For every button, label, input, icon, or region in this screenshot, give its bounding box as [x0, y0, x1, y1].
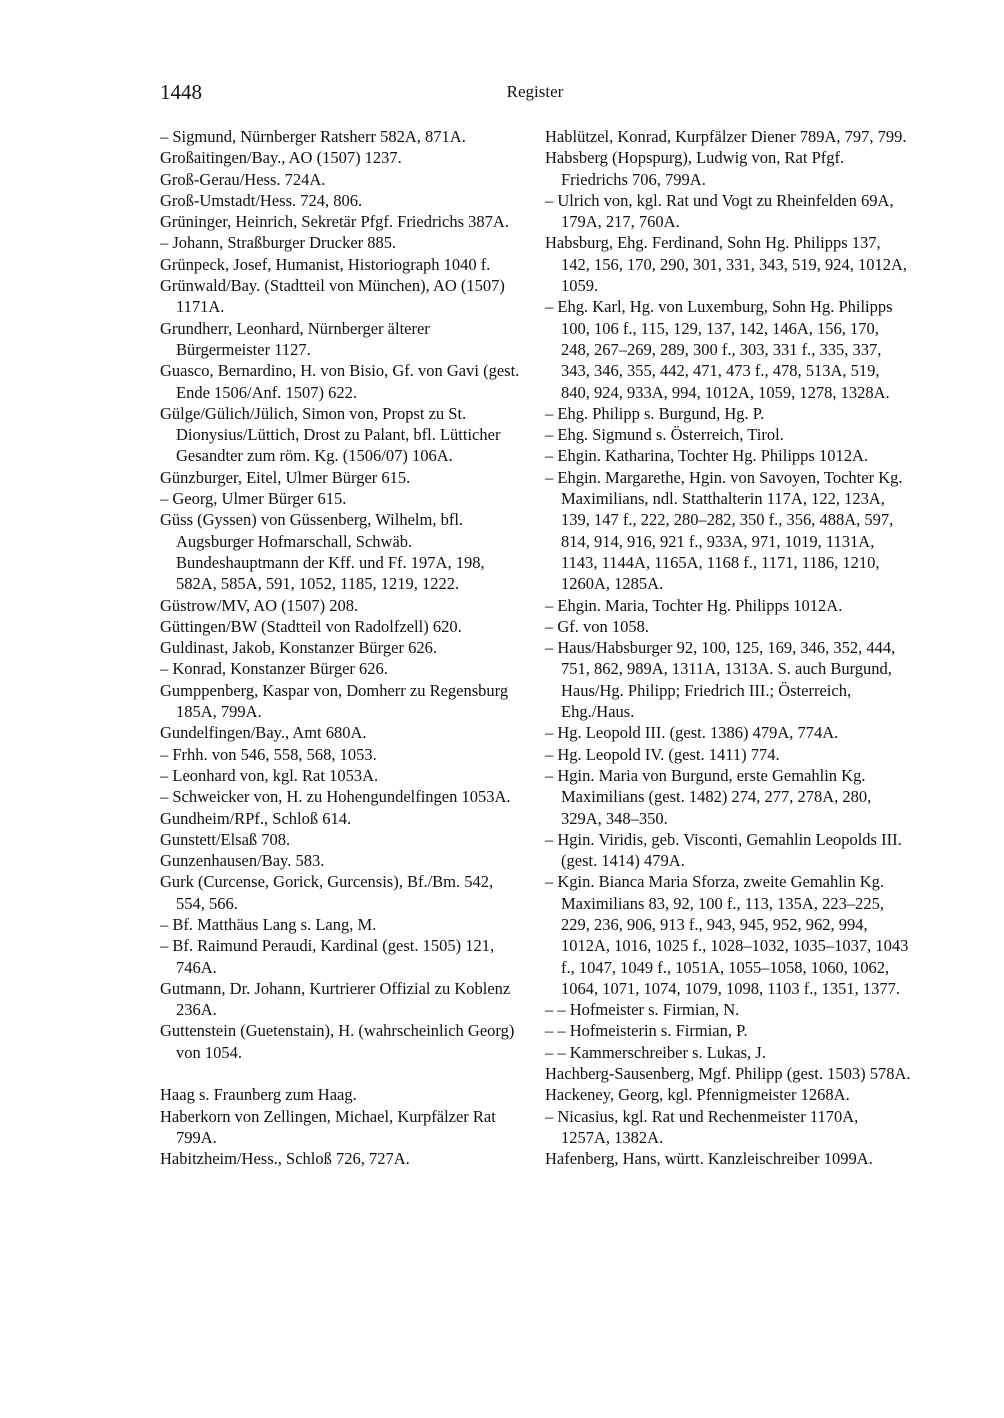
- index-entry: – – Kammerschreiber s. Lukas, J.: [545, 1042, 766, 1062]
- index-entry: – Leonhard von, kgl. Rat 1053A.: [160, 765, 379, 785]
- index-entry: Habsberg (Hopspurg), Ludwig von, Rat Pfgf. Friedrichs 706, 799A.: [545, 148, 845, 189]
- index-entry: – Schweicker von, H. zu Hohengundelfingen 1053A.: [160, 787, 511, 807]
- index-entry: Gunstett/Elsaß 708.: [160, 829, 291, 849]
- index-column-right: [545, 126, 911, 1170]
- index-entry: Haberkorn von Zellingen, Michael, Kurpfälzer Rat 799A.: [160, 1106, 496, 1147]
- index-entry: – Sigmund, Nürnberger Ratsherr 582A, 871A.: [160, 127, 466, 146]
- page-number: 1448: [160, 80, 202, 104]
- index-entry: – Haus/Habsburger 92, 100, 125, 169, 346, 352, 444, 751, 862, 989A, 1311A, 1313A. S. auch Burgund, Haus/Hg. Philipp; Friedrich III.; Österreich, Ehg./Haus.: [545, 638, 896, 722]
- index-entry: – Bf. Matthäus Lang s. Lang, M.: [160, 914, 377, 934]
- index-entry: – Ehgin. Margarethe, Hgin. von Savoyen, Tochter Kg. Maximilians, ndl. Statthalterin 117A, 122, 123A, 139, 147 f., 222, 280–282, 350 f., 356, 488A, 597, 814, 914, 916, 921 f., 933A, 971, 1019, 1131A, 1143, 1144A, 1165A, 1168 f., 1171, 1186, 1210, 1260A, 1285A.: [545, 467, 903, 594]
- index-entry: – Hg. Leopold III. (gest. 1386) 479A, 774A.: [545, 723, 839, 743]
- index-entry: – Nicasius, kgl. Rat und Rechenmeister 1170A, 1257A, 1382A.: [545, 1106, 859, 1147]
- index-entry: Hachberg-Sausenberg, Mgf. Philipp (gest. 1503) 578A.: [545, 1064, 911, 1084]
- index-entry: Hafenberg, Hans, württ. Kanzleischreiber 1099A.: [545, 1149, 873, 1169]
- index-entry: Guldinast, Jakob, Konstanzer Bürger 626.: [160, 638, 437, 658]
- index-entry: – – Hofmeisterin s. Firmian, P.: [545, 1021, 748, 1041]
- index-entry: – Ehg. Sigmund s. Österreich, Tirol.: [545, 425, 784, 445]
- index-entry: – Kgin. Bianca Maria Sforza, zweite Gemahlin Kg. Maximilians 83, 92, 100 f., 113, 135A, 223–225, 229, 236, 906, 913 f., 943, 945, 952, 962, 994, 1012A, 1016, 1025 f., 1028–1032, 1035–1037, 1043 f., 1047, 1049 f., 1051A, 1055–1058, 1060, 1062, 1064, 1071, 1074, 1079, 1098, 1103 f., 1351, 1377.: [545, 872, 909, 998]
- index-entry: Grünwald/Bay. (Stadtteil von München), AO (1507) 1171A.: [160, 276, 505, 317]
- index-entry: Grünpeck, Josef, Humanist, Historiograph 1040 f.: [160, 254, 491, 274]
- section-gap: [160, 1063, 526, 1084]
- index-column-left: [160, 126, 526, 1170]
- index-entry: Gutmann, Dr. Johann, Kurtrierer Offizial zu Koblenz 236A.: [160, 978, 511, 1020]
- index-entry: Guttenstein (Guetenstain), H. (wahrscheinlich Georg) von 1054.: [160, 1021, 515, 1062]
- index-entry: Groß-Gerau/Hess. 724A.: [160, 169, 326, 189]
- index-entry: – Gf. von 1058.: [545, 616, 650, 636]
- index-entry: – Frhh. von 546, 558, 568, 1053.: [160, 744, 377, 764]
- index-entry: – Ehgin. Katharina, Tochter Hg. Philipps 1012A.: [545, 446, 868, 466]
- index-entry: Gundheim/RPf., Schloß 614.: [160, 808, 352, 828]
- index-entry: Habitzheim/Hess., Schloß 726, 727A.: [160, 1149, 410, 1169]
- index-entry: Guasco, Bernardino, H. von Bisio, Gf. von Gavi (gest. Ende 1506/Anf. 1507) 622.: [160, 361, 520, 402]
- index-entry: Grundherr, Leonhard, Nürnberger älterer Bürgermeister 1127.: [160, 318, 430, 359]
- index-entry: – Johann, Straßburger Drucker 885.: [160, 233, 397, 253]
- index-entry: – Ehg. Philipp s. Burgund, Hg. P.: [545, 403, 765, 423]
- index-entry: Güss (Gyssen) von Güssenberg, Wilhelm, bfl. Augsburger Hofmarschall, Schwäb. Bundeshauptmann der Kff. und Ff. 197A, 198, 582A, 585A, 591, 1052, 1185, 1219, 1222.: [160, 510, 485, 594]
- index-entry: – Konrad, Konstanzer Bürger 626.: [160, 659, 388, 679]
- index-entry: – Hgin. Viridis, geb. Visconti, Gemahlin Leopolds III. (gest. 1414) 479A.: [545, 829, 902, 871]
- index-entry: Gülge/Gülich/Jülich, Simon von, Propst zu St. Dionysius/Lüttich, Drost zu Palant, bfl. Lütticher Gesandter zum röm. Kg. (1506/07) 106A.: [160, 403, 501, 466]
- index-entry: – Ulrich von, kgl. Rat und Vogt zu Rheinfelden 69A, 179A, 217, 760A.: [545, 190, 894, 232]
- index-entry: – – Hofmeister s. Firmian, N.: [545, 1000, 740, 1020]
- index-entry: Günzburger, Eitel, Ulmer Bürger 615.: [160, 467, 411, 487]
- index-entry: Habsburg, Ehg. Ferdinand, Sohn Hg. Philipps 137, 142, 156, 170, 290, 301, 331, 343, 519, 924, 1012A, 1059.: [545, 233, 908, 296]
- index-entry: Hablützel, Konrad, Kurpfälzer Diener 789A, 797, 799.: [545, 127, 907, 146]
- index-entry: Güstrow/MV, AO (1507) 208.: [160, 595, 359, 615]
- index-entry: – Hg. Leopold IV. (gest. 1411) 774.: [545, 744, 780, 764]
- index-entry: Gumppenberg, Kaspar von, Domherr zu Regensburg 185A, 799A.: [160, 680, 509, 722]
- index-entry: Großaitingen/Bay., AO (1507) 1237.: [160, 148, 402, 168]
- index-entry: Hackeney, Georg, kgl. Pfennigmeister 1268A.: [545, 1085, 850, 1105]
- index-entry: Güttingen/BW (Stadtteil von Radolfzell) 620.: [160, 616, 462, 636]
- index-entry: – Bf. Raimund Peraudi, Kardinal (gest. 1505) 121, 746A.: [160, 936, 495, 977]
- index-entry: – Ehg. Karl, Hg. von Luxemburg, Sohn Hg. Philipps 100, 106 f., 115, 129, 137, 142, 146A, 156, 170, 248, 267–269, 289, 300 f., 303, 331 f., 335, 337, 343, 346, 355, 442, 471, 473 f., 478, 513A, 519, 840, 924, 933A, 994, 1012A, 1059, 1278, 1328A.: [545, 297, 893, 402]
- running-title: Register: [506, 82, 564, 101]
- index-entry: – Hgin. Maria von Burgund, erste Gemahlin Kg. Maximilians (gest. 1482) 274, 277, 278A, 280, 329A, 348–350.: [545, 765, 872, 828]
- index-entry: Grüninger, Heinrich, Sekretär Pfgf. Friedrichs 387A.: [160, 212, 509, 232]
- index-entry: Groß-Umstadt/Hess. 724, 806.: [160, 190, 363, 210]
- index-entry: Gunzenhausen/Bay. 583.: [160, 851, 325, 871]
- index-entry: Gurk (Curcense, Gorick, Gurcensis), Bf./Bm. 542, 554, 566.: [160, 872, 494, 913]
- page-header: [160, 80, 910, 108]
- index-entry: – Georg, Ulmer Bürger 615.: [160, 489, 347, 509]
- index-entry: – Ehgin. Maria, Tochter Hg. Philipps 1012A.: [545, 595, 843, 615]
- index-entry: Gundelfingen/Bay., Amt 680A.: [160, 723, 367, 743]
- index-entry: Haag s. Fraunberg zum Haag.: [160, 1085, 357, 1105]
